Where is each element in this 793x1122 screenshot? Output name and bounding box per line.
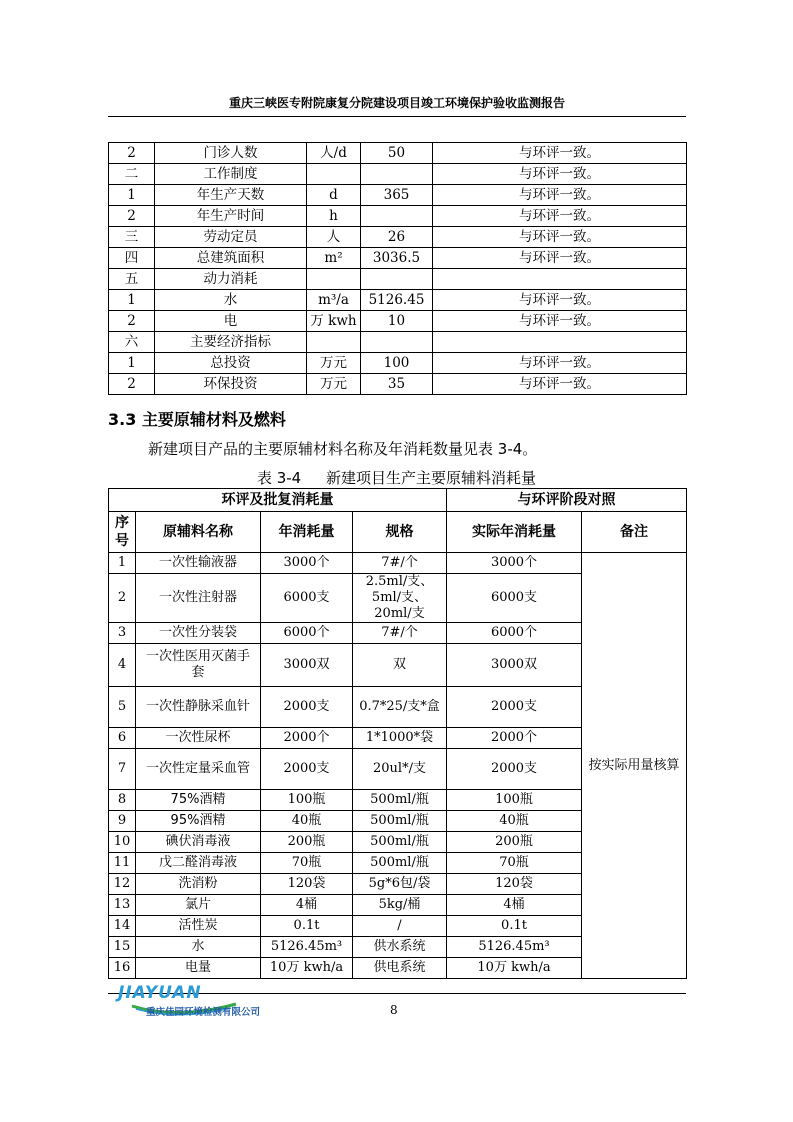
cell-seq: 2 (109, 206, 155, 227)
cell-spec: / (353, 916, 447, 937)
cell-annual: 5126.45m³ (261, 937, 353, 958)
cell-actual: 2000个 (447, 728, 582, 749)
cell-item: 年生产天数 (155, 185, 307, 206)
cell-actual: 6000支 (447, 574, 582, 623)
cell-value: 5126.45 (361, 290, 433, 311)
cell-spec: 500ml/瓶 (353, 832, 447, 853)
cell-seq: 15 (109, 937, 136, 958)
page-number: 8 (390, 1003, 398, 1017)
cell-actual: 70瓶 (447, 853, 582, 874)
materials-consumption-table (108, 488, 687, 979)
cell-unit: h (307, 206, 361, 227)
cell-seq: 3 (109, 623, 136, 644)
cell-seq: 9 (109, 811, 136, 832)
table-row (109, 553, 687, 574)
cell-name: 一次性医用灭菌手套 (136, 644, 261, 687)
cell-seq: 1 (109, 553, 136, 574)
cell-value: 3036.5 (361, 248, 433, 269)
company-name: 重庆佳园环境检测有限公司 (146, 1007, 261, 1018)
table-row (109, 248, 687, 269)
cell-actual: 3000双 (447, 644, 582, 687)
cell-remark: 按实际用量核算 (582, 553, 687, 979)
cell-name: 活性炭 (136, 916, 261, 937)
table-caption-text: 新建项目生产主要原辅料消耗量 (326, 469, 537, 487)
cell-unit: 万元 (307, 353, 361, 374)
cell-seq: 5 (109, 687, 136, 728)
cell-seq: 4 (109, 644, 136, 687)
cell-name: 戊二醛消毒液 (136, 853, 261, 874)
page-header: 重庆三峡医专附院康复分院建设项目竣工环境保护验收监测报告 (108, 92, 686, 117)
table-row (109, 353, 687, 374)
group-header-eia: 环评及批复消耗量 (109, 489, 447, 512)
cell-annual: 100瓶 (261, 790, 353, 811)
cell-seq: 10 (109, 832, 136, 853)
cell-seq: 2 (109, 574, 136, 623)
cell-actual: 200瓶 (447, 832, 582, 853)
cell-name: 95%酒精 (136, 811, 261, 832)
cell-annual: 70瓶 (261, 853, 353, 874)
cell-name: 碘伏消毒液 (136, 832, 261, 853)
cell-annual: 6000个 (261, 623, 353, 644)
section-title: 3.3 主要原辅材料及燃料 (108, 410, 286, 429)
cell-actual: 3000个 (447, 553, 582, 574)
cell-value: 100 (361, 353, 433, 374)
cell-seq: 7 (109, 749, 136, 790)
cell-spec: 5g*6包/袋 (353, 874, 447, 895)
table-row (109, 332, 687, 353)
cell-annual: 10万 kwh/a (261, 958, 353, 979)
cell-seq: 14 (109, 916, 136, 937)
cell-spec: 500ml/瓶 (353, 811, 447, 832)
cell-seq: 8 (109, 790, 136, 811)
table-row (109, 311, 687, 332)
cell-name: 一次性输液器 (136, 553, 261, 574)
section-paragraph: 新建项目产品的主要原辅材料名称及年消耗数量见表 3-4。 (148, 440, 538, 458)
cell-annual: 200瓶 (261, 832, 353, 853)
cell-annual: 40瓶 (261, 811, 353, 832)
cell-unit: 人 (307, 227, 361, 248)
cell-remark: 与环评一致。 (433, 311, 687, 332)
cell-name: 75%酒精 (136, 790, 261, 811)
cell-item: 环保投资 (155, 374, 307, 395)
cell-name: 一次性注射器 (136, 574, 261, 623)
cell-seq: 1 (109, 353, 155, 374)
cell-spec: 500ml/瓶 (353, 790, 447, 811)
project-indicators-table (108, 142, 687, 395)
cell-annual: 4桶 (261, 895, 353, 916)
table-caption-number: 表 3-4 (256, 469, 302, 487)
cell-annual: 120袋 (261, 874, 353, 895)
cell-item: 主要经济指标 (155, 332, 307, 353)
cell-name: 一次性分装袋 (136, 623, 261, 644)
cell-value (361, 206, 433, 227)
col-header-actual: 实际年消耗量 (447, 512, 582, 553)
cell-seq: 6 (109, 728, 136, 749)
cell-spec: 0.7*25/支*盒 (353, 687, 447, 728)
cell-unit: 人/d (307, 143, 361, 164)
cell-actual: 4桶 (447, 895, 582, 916)
cell-item: 总建筑面积 (155, 248, 307, 269)
table-row (109, 206, 687, 227)
cell-remark: 与环评一致。 (433, 206, 687, 227)
cell-actual: 120袋 (447, 874, 582, 895)
cell-seq: 2 (109, 311, 155, 332)
cell-spec: 5kg/桶 (353, 895, 447, 916)
cell-unit: 万 kwh (307, 311, 361, 332)
cell-annual: 3000双 (261, 644, 353, 687)
table-caption (0, 467, 793, 488)
cell-annual: 2000个 (261, 728, 353, 749)
cell-remark: 与环评一致。 (433, 248, 687, 269)
group-header-comparison: 与环评阶段对照 (447, 489, 687, 512)
col-header-annual: 年消耗量 (261, 512, 353, 553)
cell-actual: 6000个 (447, 623, 582, 644)
cell-actual: 40瓶 (447, 811, 582, 832)
cell-annual: 6000支 (261, 574, 353, 623)
cell-unit: d (307, 185, 361, 206)
cell-seq: 1 (109, 290, 155, 311)
cell-value (361, 269, 433, 290)
cell-actual: 2000支 (447, 749, 582, 790)
cell-item: 工作制度 (155, 164, 307, 185)
cell-actual: 0.1t (447, 916, 582, 937)
cell-remark: 与环评一致。 (433, 143, 687, 164)
cell-name: 水 (136, 937, 261, 958)
cell-name: 一次性静脉采血针 (136, 687, 261, 728)
cell-seq: 五 (109, 269, 155, 290)
cell-spec: 20ul*/支 (353, 749, 447, 790)
cell-remark: 与环评一致。 (433, 353, 687, 374)
cell-seq: 六 (109, 332, 155, 353)
cell-value: 10 (361, 311, 433, 332)
cell-value (361, 164, 433, 185)
cell-remark: 与环评一致。 (433, 185, 687, 206)
table-row (109, 290, 687, 311)
col-header-name: 原辅料名称 (136, 512, 261, 553)
table-row (109, 143, 687, 164)
cell-name: 一次性定量采血管 (136, 749, 261, 790)
col-header-no: 序号 (109, 512, 136, 553)
table-row (109, 269, 687, 290)
cell-remark: 与环评一致。 (433, 374, 687, 395)
cell-remark: 与环评一致。 (433, 227, 687, 248)
cell-item: 年生产时间 (155, 206, 307, 227)
cell-unit: 万元 (307, 374, 361, 395)
cell-seq: 1 (109, 185, 155, 206)
cell-remark: 与环评一致。 (433, 290, 687, 311)
cell-item: 总投资 (155, 353, 307, 374)
cell-actual: 2000支 (447, 687, 582, 728)
cell-actual: 5126.45m³ (447, 937, 582, 958)
cell-value: 35 (361, 374, 433, 395)
table-row (109, 227, 687, 248)
cell-unit: m³/a (307, 290, 361, 311)
cell-item: 门诊人数 (155, 143, 307, 164)
cell-spec: 双 (353, 644, 447, 687)
cell-name: 洗消粉 (136, 874, 261, 895)
cell-annual: 2000支 (261, 749, 353, 790)
table-row (109, 185, 687, 206)
cell-seq: 11 (109, 853, 136, 874)
cell-spec: 500ml/瓶 (353, 853, 447, 874)
cell-value: 50 (361, 143, 433, 164)
cell-spec: 供电系统 (353, 958, 447, 979)
cell-value: 26 (361, 227, 433, 248)
cell-unit (307, 164, 361, 185)
cell-spec: 7#/个 (353, 553, 447, 574)
cell-annual: 0.1t (261, 916, 353, 937)
cell-name: 电量 (136, 958, 261, 979)
cell-remark (433, 332, 687, 353)
cell-value (361, 332, 433, 353)
cell-seq: 13 (109, 895, 136, 916)
cell-actual: 10万 kwh/a (447, 958, 582, 979)
cell-annual: 2000支 (261, 687, 353, 728)
table-row (109, 164, 687, 185)
cell-spec: 7#/个 (353, 623, 447, 644)
cell-seq: 三 (109, 227, 155, 248)
cell-spec: 1*1000*袋 (353, 728, 447, 749)
cell-spec: 供水系统 (353, 937, 447, 958)
cell-seq: 16 (109, 958, 136, 979)
cell-actual: 100瓶 (447, 790, 582, 811)
cell-spec: 2.5ml/支、5ml/支、20ml/支 (353, 574, 447, 623)
cell-name: 氯片 (136, 895, 261, 916)
col-header-remark: 备注 (582, 512, 687, 553)
cell-item: 电 (155, 311, 307, 332)
cell-seq: 2 (109, 374, 155, 395)
cell-item: 动力消耗 (155, 269, 307, 290)
cell-seq: 2 (109, 143, 155, 164)
cell-seq: 12 (109, 874, 136, 895)
cell-remark (433, 269, 687, 290)
cell-item: 劳动定员 (155, 227, 307, 248)
cell-unit (307, 269, 361, 290)
col-header-spec: 规格 (353, 512, 447, 553)
table-row (109, 374, 687, 395)
cell-unit: m² (307, 248, 361, 269)
cell-name: 一次性尿杯 (136, 728, 261, 749)
cell-value: 365 (361, 185, 433, 206)
cell-remark: 与环评一致。 (433, 164, 687, 185)
cell-annual: 3000个 (261, 553, 353, 574)
logo-wordmark: JIAYUAN (118, 983, 202, 1003)
cell-unit (307, 332, 361, 353)
cell-seq: 四 (109, 248, 155, 269)
cell-item: 水 (155, 290, 307, 311)
cell-seq: 二 (109, 164, 155, 185)
